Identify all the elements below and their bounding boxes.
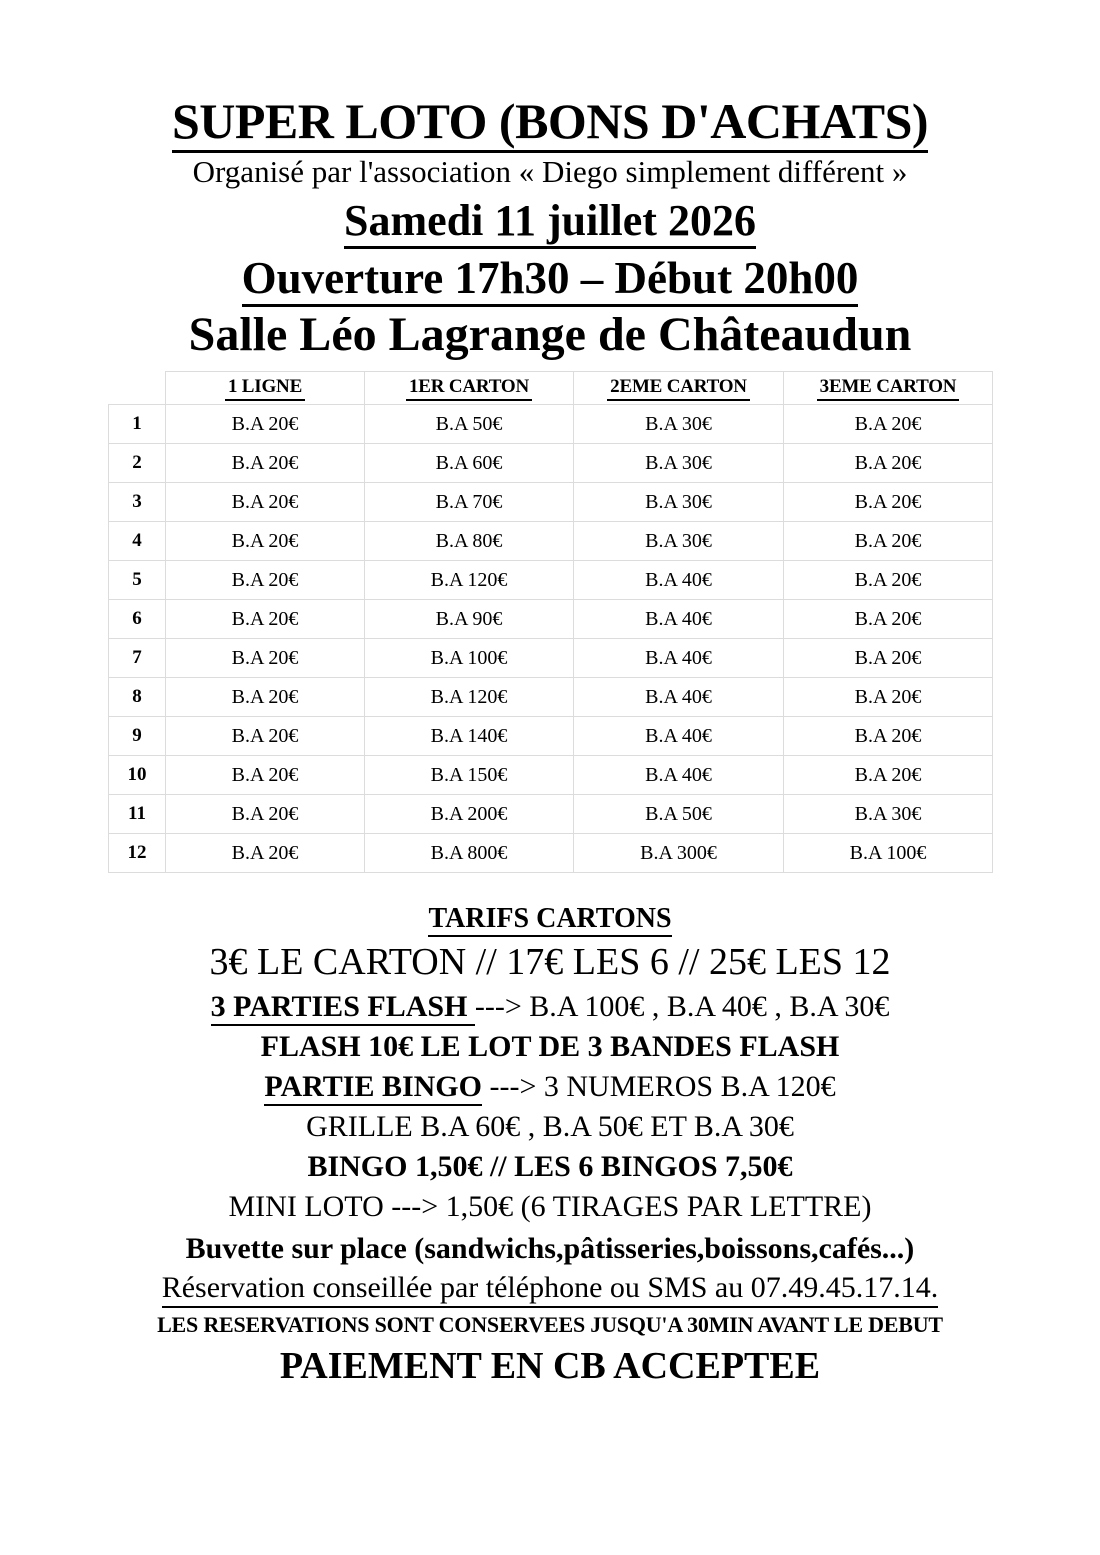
- table-row: [109, 756, 993, 795]
- cell-ligne: B.A 20€: [166, 522, 365, 561]
- flash-parties-values: ---> B.A 100€ , B.A 40€ , B.A 30€: [474, 990, 890, 1024]
- flash-parties-line: [0, 989, 1100, 1025]
- cell-ligne: B.A 20€: [166, 561, 365, 600]
- table-row: [109, 717, 993, 756]
- cell-ligne: B.A 20€: [166, 678, 365, 717]
- poster-header: [0, 0, 1100, 362]
- event-hours: [0, 253, 1100, 303]
- bingo-price-line: BINGO 1,50€ // LES 6 BINGOS 7,50€: [307, 1150, 793, 1184]
- cell-row-number: 6: [109, 600, 166, 639]
- cell-ligne: B.A 20€: [166, 405, 365, 444]
- cell-carton1: B.A 200€: [365, 795, 574, 834]
- cell-carton3: B.A 20€: [784, 405, 993, 444]
- cell-row-number: 3: [109, 483, 166, 522]
- cell-carton1: B.A 140€: [365, 717, 574, 756]
- event-venue: Salle Léo Lagrange de Châteaudun: [188, 308, 912, 362]
- table-header-row: [109, 372, 993, 405]
- table-row: [109, 639, 993, 678]
- partie-bingo-label: PARTIE BINGO: [264, 1070, 482, 1106]
- reservation-note: LES RESERVATIONS SONT CONSERVEES JUSQU'A 30MIN AVANT LE DEBUT: [157, 1312, 943, 1338]
- prize-table-body: [109, 405, 993, 873]
- cell-carton2: B.A 30€: [574, 444, 784, 483]
- cell-carton1: B.A 800€: [365, 834, 574, 873]
- cell-row-number: 2: [109, 444, 166, 483]
- prize-table-wrapper: [108, 371, 992, 873]
- column-header-carton3: [784, 372, 993, 405]
- reservation-text: Réservation conseillée par téléphone ou SMS au 07.49.45.17.14.: [162, 1271, 939, 1308]
- cell-ligne: B.A 20€: [166, 717, 365, 756]
- table-row: [109, 483, 993, 522]
- prize-table: [108, 371, 993, 873]
- cell-ligne: B.A 20€: [166, 756, 365, 795]
- column-header-ligne: [166, 372, 365, 405]
- cell-ligne: B.A 20€: [166, 600, 365, 639]
- poster-footer: [0, 1231, 1100, 1389]
- column-header-carton1-label: 1ER CARTON: [406, 376, 532, 401]
- cell-carton2: B.A 30€: [574, 405, 784, 444]
- cell-carton2: B.A 40€: [574, 678, 784, 717]
- cell-carton2: B.A 300€: [574, 834, 784, 873]
- page-title-text: SUPER LOTO (BONS D'ACHATS): [172, 93, 928, 153]
- column-header-carton2-label: 2EME CARTON: [607, 376, 750, 401]
- table-row: [109, 678, 993, 717]
- cell-carton3: B.A 20€: [784, 444, 993, 483]
- cell-carton1: B.A 60€: [365, 444, 574, 483]
- cell-carton2: B.A 40€: [574, 756, 784, 795]
- cell-carton3: B.A 20€: [784, 483, 993, 522]
- grille-line: GRILLE B.A 60€ , B.A 50€ ET B.A 30€: [306, 1110, 794, 1144]
- column-header-ligne-label: 1 LIGNE: [225, 376, 305, 401]
- partie-bingo-values: ---> 3 NUMEROS B.A 120€: [481, 1070, 836, 1104]
- event-hours-text: Ouverture 17h30 – Début 20h00: [242, 253, 859, 307]
- cell-carton2: B.A 40€: [574, 639, 784, 678]
- prize-table-head: [109, 372, 993, 405]
- cell-row-number: 12: [109, 834, 166, 873]
- cell-carton3: B.A 20€: [784, 522, 993, 561]
- event-date: [0, 196, 1100, 245]
- table-row: [109, 522, 993, 561]
- tariffs-section: [0, 903, 1100, 1225]
- cell-carton1: B.A 120€: [365, 678, 574, 717]
- cell-carton3: B.A 20€: [784, 678, 993, 717]
- table-row: [109, 834, 993, 873]
- cell-carton1: B.A 120€: [365, 561, 574, 600]
- cell-row-number: 9: [109, 717, 166, 756]
- cell-carton1: B.A 70€: [365, 483, 574, 522]
- table-row: [109, 795, 993, 834]
- cell-carton2: B.A 30€: [574, 522, 784, 561]
- cell-row-number: 11: [109, 795, 166, 834]
- cell-row-number: 4: [109, 522, 166, 561]
- flash-lot-line: FLASH 10€ LE LOT DE 3 BANDES FLASH: [260, 1030, 840, 1064]
- cell-ligne: B.A 20€: [166, 639, 365, 678]
- column-header-carton3-label: 3EME CARTON: [817, 376, 960, 401]
- cell-carton2: B.A 30€: [574, 483, 784, 522]
- cell-carton3: B.A 20€: [784, 639, 993, 678]
- cell-carton2: B.A 40€: [574, 717, 784, 756]
- cell-ligne: B.A 20€: [166, 795, 365, 834]
- table-row: [109, 561, 993, 600]
- cell-carton1: B.A 150€: [365, 756, 574, 795]
- flash-parties-label: 3 PARTIES FLASH: [211, 990, 475, 1026]
- cell-carton3: B.A 20€: [784, 600, 993, 639]
- mini-loto-text: MINI LOTO ---> 1,50€ (6 TIRAGES PAR LETTRE): [228, 1190, 872, 1224]
- cell-carton3: B.A 30€: [784, 795, 993, 834]
- cell-carton1: B.A 50€: [365, 405, 574, 444]
- reservation-line: [0, 1270, 1100, 1306]
- column-header-carton2: [574, 372, 784, 405]
- organizer-subtitle: Organisé par l'association « Diego simplement différent »: [192, 154, 908, 189]
- cell-ligne: B.A 20€: [166, 834, 365, 873]
- table-row: [109, 600, 993, 639]
- page-title: [0, 93, 1100, 149]
- partie-bingo-line: [0, 1069, 1100, 1105]
- cell-carton1: B.A 90€: [365, 600, 574, 639]
- cell-row-number: 1: [109, 405, 166, 444]
- cell-ligne: B.A 20€: [166, 444, 365, 483]
- cell-row-number: 8: [109, 678, 166, 717]
- payment-line: PAIEMENT EN CB ACCEPTEE: [279, 1345, 821, 1388]
- cell-carton3: B.A 20€: [784, 717, 993, 756]
- cell-carton2: B.A 40€: [574, 561, 784, 600]
- table-row: [109, 405, 993, 444]
- cell-ligne: B.A 20€: [166, 483, 365, 522]
- cell-carton3: B.A 100€: [784, 834, 993, 873]
- cell-carton1: B.A 100€: [365, 639, 574, 678]
- cell-carton3: B.A 20€: [784, 561, 993, 600]
- cell-carton2: B.A 40€: [574, 600, 784, 639]
- cell-carton2: B.A 50€: [574, 795, 784, 834]
- column-header-index: [109, 372, 166, 405]
- cell-carton3: B.A 20€: [784, 756, 993, 795]
- mini-loto-line: [0, 1189, 1100, 1225]
- cell-row-number: 7: [109, 639, 166, 678]
- event-date-text: Samedi 11 juillet 2026: [344, 196, 756, 249]
- tariffs-heading-text: TARIFS CARTONS: [428, 903, 671, 937]
- carton-price-line: 3€ LE CARTON // 17€ LES 6 // 25€ LES 12: [209, 941, 891, 984]
- buvette-line: Buvette sur place (sandwichs,pâtisseries,boissons,cafés...): [185, 1232, 915, 1266]
- column-header-carton1: [365, 372, 574, 405]
- table-row: [109, 444, 993, 483]
- cell-row-number: 10: [109, 756, 166, 795]
- cell-carton1: B.A 80€: [365, 522, 574, 561]
- tariffs-heading: [0, 903, 1100, 935]
- cell-row-number: 5: [109, 561, 166, 600]
